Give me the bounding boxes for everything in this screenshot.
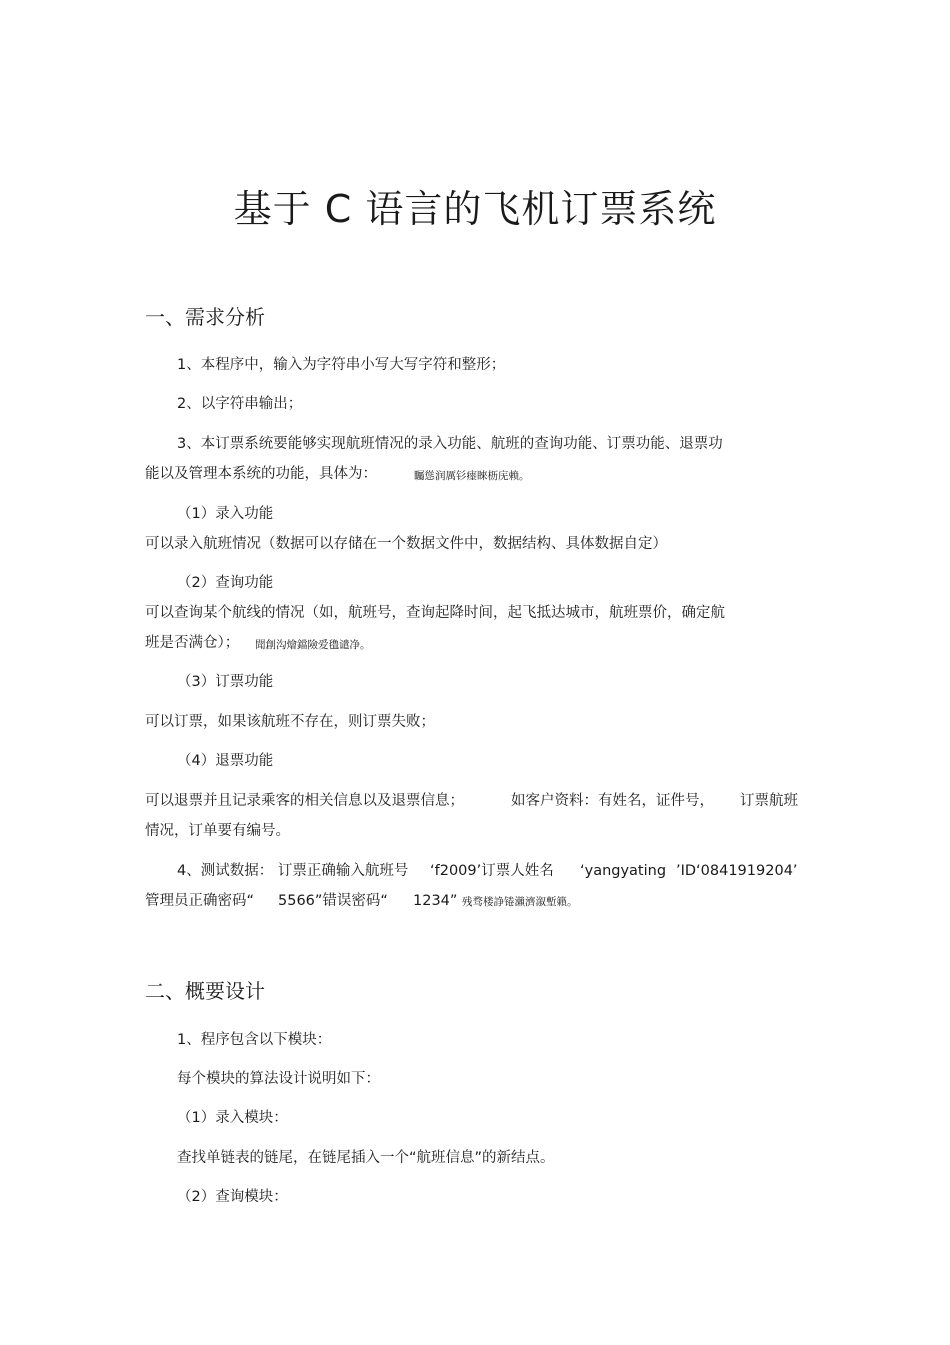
function-2-desc-line1: 可以查询某个航线的情况（如，航班号，查询起降时间，起飞抵达城市，航班票价，确定航 bbox=[145, 605, 725, 621]
function-4-desc-line2: 情况，订单要有编号。 bbox=[145, 823, 290, 839]
function-4-label: （4）退票功能 bbox=[177, 753, 274, 769]
function-4-desc-line1-b: 如客户资料：有姓名，证件号， bbox=[511, 793, 714, 809]
page-title: 基于 C 语言的飞机订票系统 bbox=[233, 187, 717, 231]
req-item-4-line2-a: 管理员正确密码“ bbox=[145, 893, 255, 909]
req-item-3-line1: 3、本订票系统要能够实现航班情况的录入功能、航班的查询功能、订票功能、退票功 bbox=[177, 436, 723, 452]
function-3-label: （3）订票功能 bbox=[177, 674, 274, 690]
section-heading-requirements: 一、需求分析 bbox=[145, 305, 265, 329]
design-item-2: 每个模块的算法设计说明如下： bbox=[177, 1071, 380, 1087]
garbled-text: 残骛楼諍锩瀨濟溆塹籟。 bbox=[462, 896, 578, 908]
module-1-label: （1）录入模块： bbox=[177, 1110, 288, 1126]
module-2-label: （2）查询模块： bbox=[177, 1189, 288, 1205]
req-item-2: 2、以字符串输出； bbox=[177, 396, 303, 412]
function-1-desc: 可以录入航班情况（数据可以存储在一个数据文件中，数据结构、具体数据自定） bbox=[145, 536, 667, 552]
function-3-desc: 可以订票，如果该航班不存在，则订票失败； bbox=[145, 714, 435, 730]
function-1-label: （1）录入功能 bbox=[177, 506, 274, 522]
garbled-text: 聞創沟燴鐺險爱氇谴净。 bbox=[255, 639, 371, 651]
function-4-desc-line1-a: 可以退票并且记录乘客的相关信息以及退票信息； bbox=[145, 793, 464, 809]
function-4-desc-line1-c: 订票航班 bbox=[740, 793, 798, 809]
function-2-desc-line2: 班是否满仓）； bbox=[145, 635, 240, 651]
design-item-1: 1、程序包含以下模块： bbox=[177, 1032, 332, 1048]
req-item-3-line2: 能以及管理本系统的功能，具体为： bbox=[145, 466, 377, 482]
req-item-4-line1-b: ‘f2009’订票人姓名 bbox=[430, 863, 554, 879]
section-heading-design: 二、概要设计 bbox=[145, 979, 265, 1003]
req-item-4-line2-b: 5566”错误密码“ bbox=[278, 893, 388, 909]
req-item-4-line2-c: 1234” bbox=[413, 893, 458, 909]
req-item-4-line1-d: ’ID‘0841919204’ bbox=[676, 863, 798, 879]
module-1-desc: 查找单链表的链尾，在链尾插入一个“航班信息”的新结点。 bbox=[177, 1150, 555, 1166]
garbled-text: 矚慫润厲钐瘗睞枥庑赖。 bbox=[414, 470, 530, 482]
req-item-1: 1、本程序中，输入为字符串小写大写字符和整形； bbox=[177, 357, 506, 373]
function-2-label: （2）查询功能 bbox=[177, 575, 274, 591]
req-item-4-line1-a: 4、测试数据： 订票正确输入航班号 bbox=[177, 863, 409, 879]
req-item-4-line1-c: ‘yangyating bbox=[580, 863, 667, 879]
